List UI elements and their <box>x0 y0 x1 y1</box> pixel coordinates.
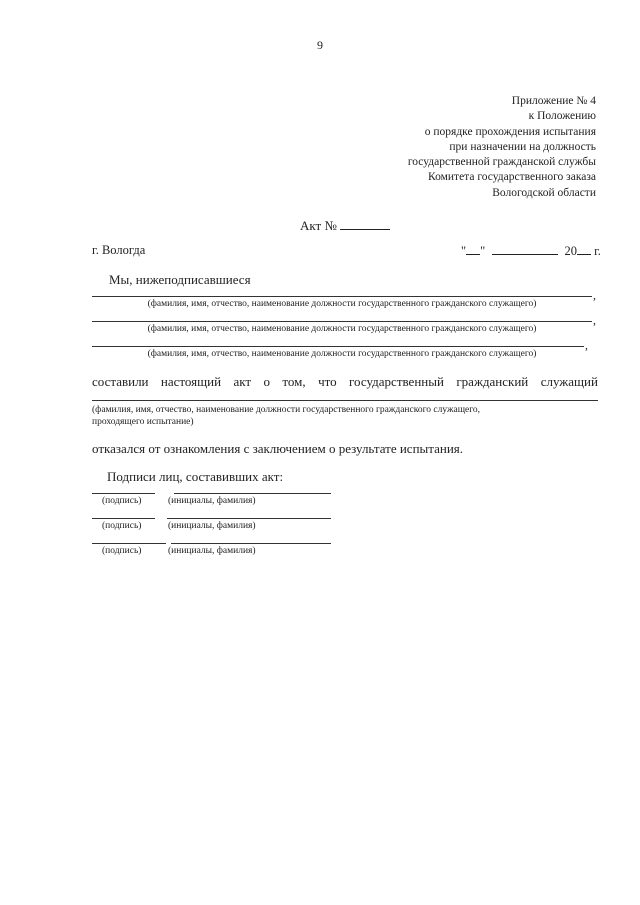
participant-caption-2: (фамилия, имя, отчество, наименование должности государственного гражданского служащего) <box>147 324 537 334</box>
statement-word: гражданский <box>456 374 529 389</box>
month-blank[interactable] <box>492 243 558 255</box>
appendix-line: при назначении на должность <box>449 140 596 153</box>
employee-note-line-2: проходящего испытание) <box>92 417 194 427</box>
year-suffix: г. <box>594 244 601 258</box>
statement-word: государственный <box>349 374 444 389</box>
participant-line-1[interactable] <box>92 296 592 297</box>
signature-line-1[interactable] <box>92 493 155 494</box>
name-caption-3: (инициалы, фамилия) <box>168 546 256 556</box>
statement-word: акт <box>233 374 252 389</box>
appendix-line: Комитета государственного заказа <box>427 171 596 184</box>
appendix-line: Вологодской области <box>492 186 596 199</box>
quote-close: " <box>480 244 486 258</box>
statement-line <box>92 374 598 390</box>
statement-word: том, <box>282 374 306 389</box>
employee-note <box>92 404 480 428</box>
statement-word: составили <box>92 374 149 389</box>
signature-line-2[interactable] <box>92 518 155 519</box>
participant-punct-3: , <box>585 338 588 352</box>
signature-caption-2: (подпись) <box>102 521 142 531</box>
signature-line-3[interactable] <box>92 543 166 544</box>
statement-word: что <box>318 374 337 389</box>
name-caption-1: (инициалы, фамилия) <box>168 496 256 506</box>
appendix-line: о порядке прохождения испытания <box>424 125 596 138</box>
appendix-line: Приложение № 4 <box>511 95 596 107</box>
participant-caption-3: (фамилия, имя, отчество, наименование должности государственного гражданского служащего) <box>147 349 537 359</box>
act-title <box>300 218 390 234</box>
participant-caption-1: (фамилия, имя, отчество, наименование должности государственного гражданского служащего) <box>147 299 537 309</box>
participant-punct-1: , <box>593 288 596 302</box>
signature-caption-3: (подпись) <box>102 546 142 556</box>
statement-word: о <box>263 374 271 389</box>
employee-line[interactable] <box>92 400 598 401</box>
name-line-3[interactable] <box>171 543 331 544</box>
intro-text: Мы, нижеподписавшиеся <box>109 272 251 287</box>
appendix-line: государственной гражданской службы <box>407 156 596 169</box>
statement-word: служащий <box>540 374 598 389</box>
participant-punct-2: , <box>593 313 596 327</box>
participant-line-2[interactable] <box>92 321 592 322</box>
date-field <box>461 243 601 259</box>
appendix-reference <box>336 94 596 201</box>
act-number-blank[interactable] <box>340 218 390 230</box>
city: г. Вологда <box>92 243 146 257</box>
name-line-2[interactable] <box>167 518 331 519</box>
refusal-text: отказался от ознакомления с заключением о результате испытания. <box>92 441 464 456</box>
employee-note-line-1: (фамилия, имя, отчество, наименование должности государственного гражданского служащего, <box>92 405 481 415</box>
page-number: 9 <box>317 38 323 52</box>
year-blank[interactable] <box>577 243 591 255</box>
quote-open: " <box>461 244 467 258</box>
signatures-title: Подписи лиц, составивших акт: <box>107 469 284 484</box>
act-title-text: Акт № <box>300 218 337 233</box>
name-caption-2: (инициалы, фамилия) <box>168 521 256 531</box>
name-line-1[interactable] <box>174 493 331 494</box>
participant-line-3[interactable] <box>92 346 584 347</box>
year-prefix: 20 <box>564 244 577 258</box>
statement-word: настоящий <box>160 374 222 389</box>
day-blank[interactable] <box>466 243 480 255</box>
appendix-line: к Положению <box>528 110 596 123</box>
signature-caption-1: (подпись) <box>102 496 142 506</box>
